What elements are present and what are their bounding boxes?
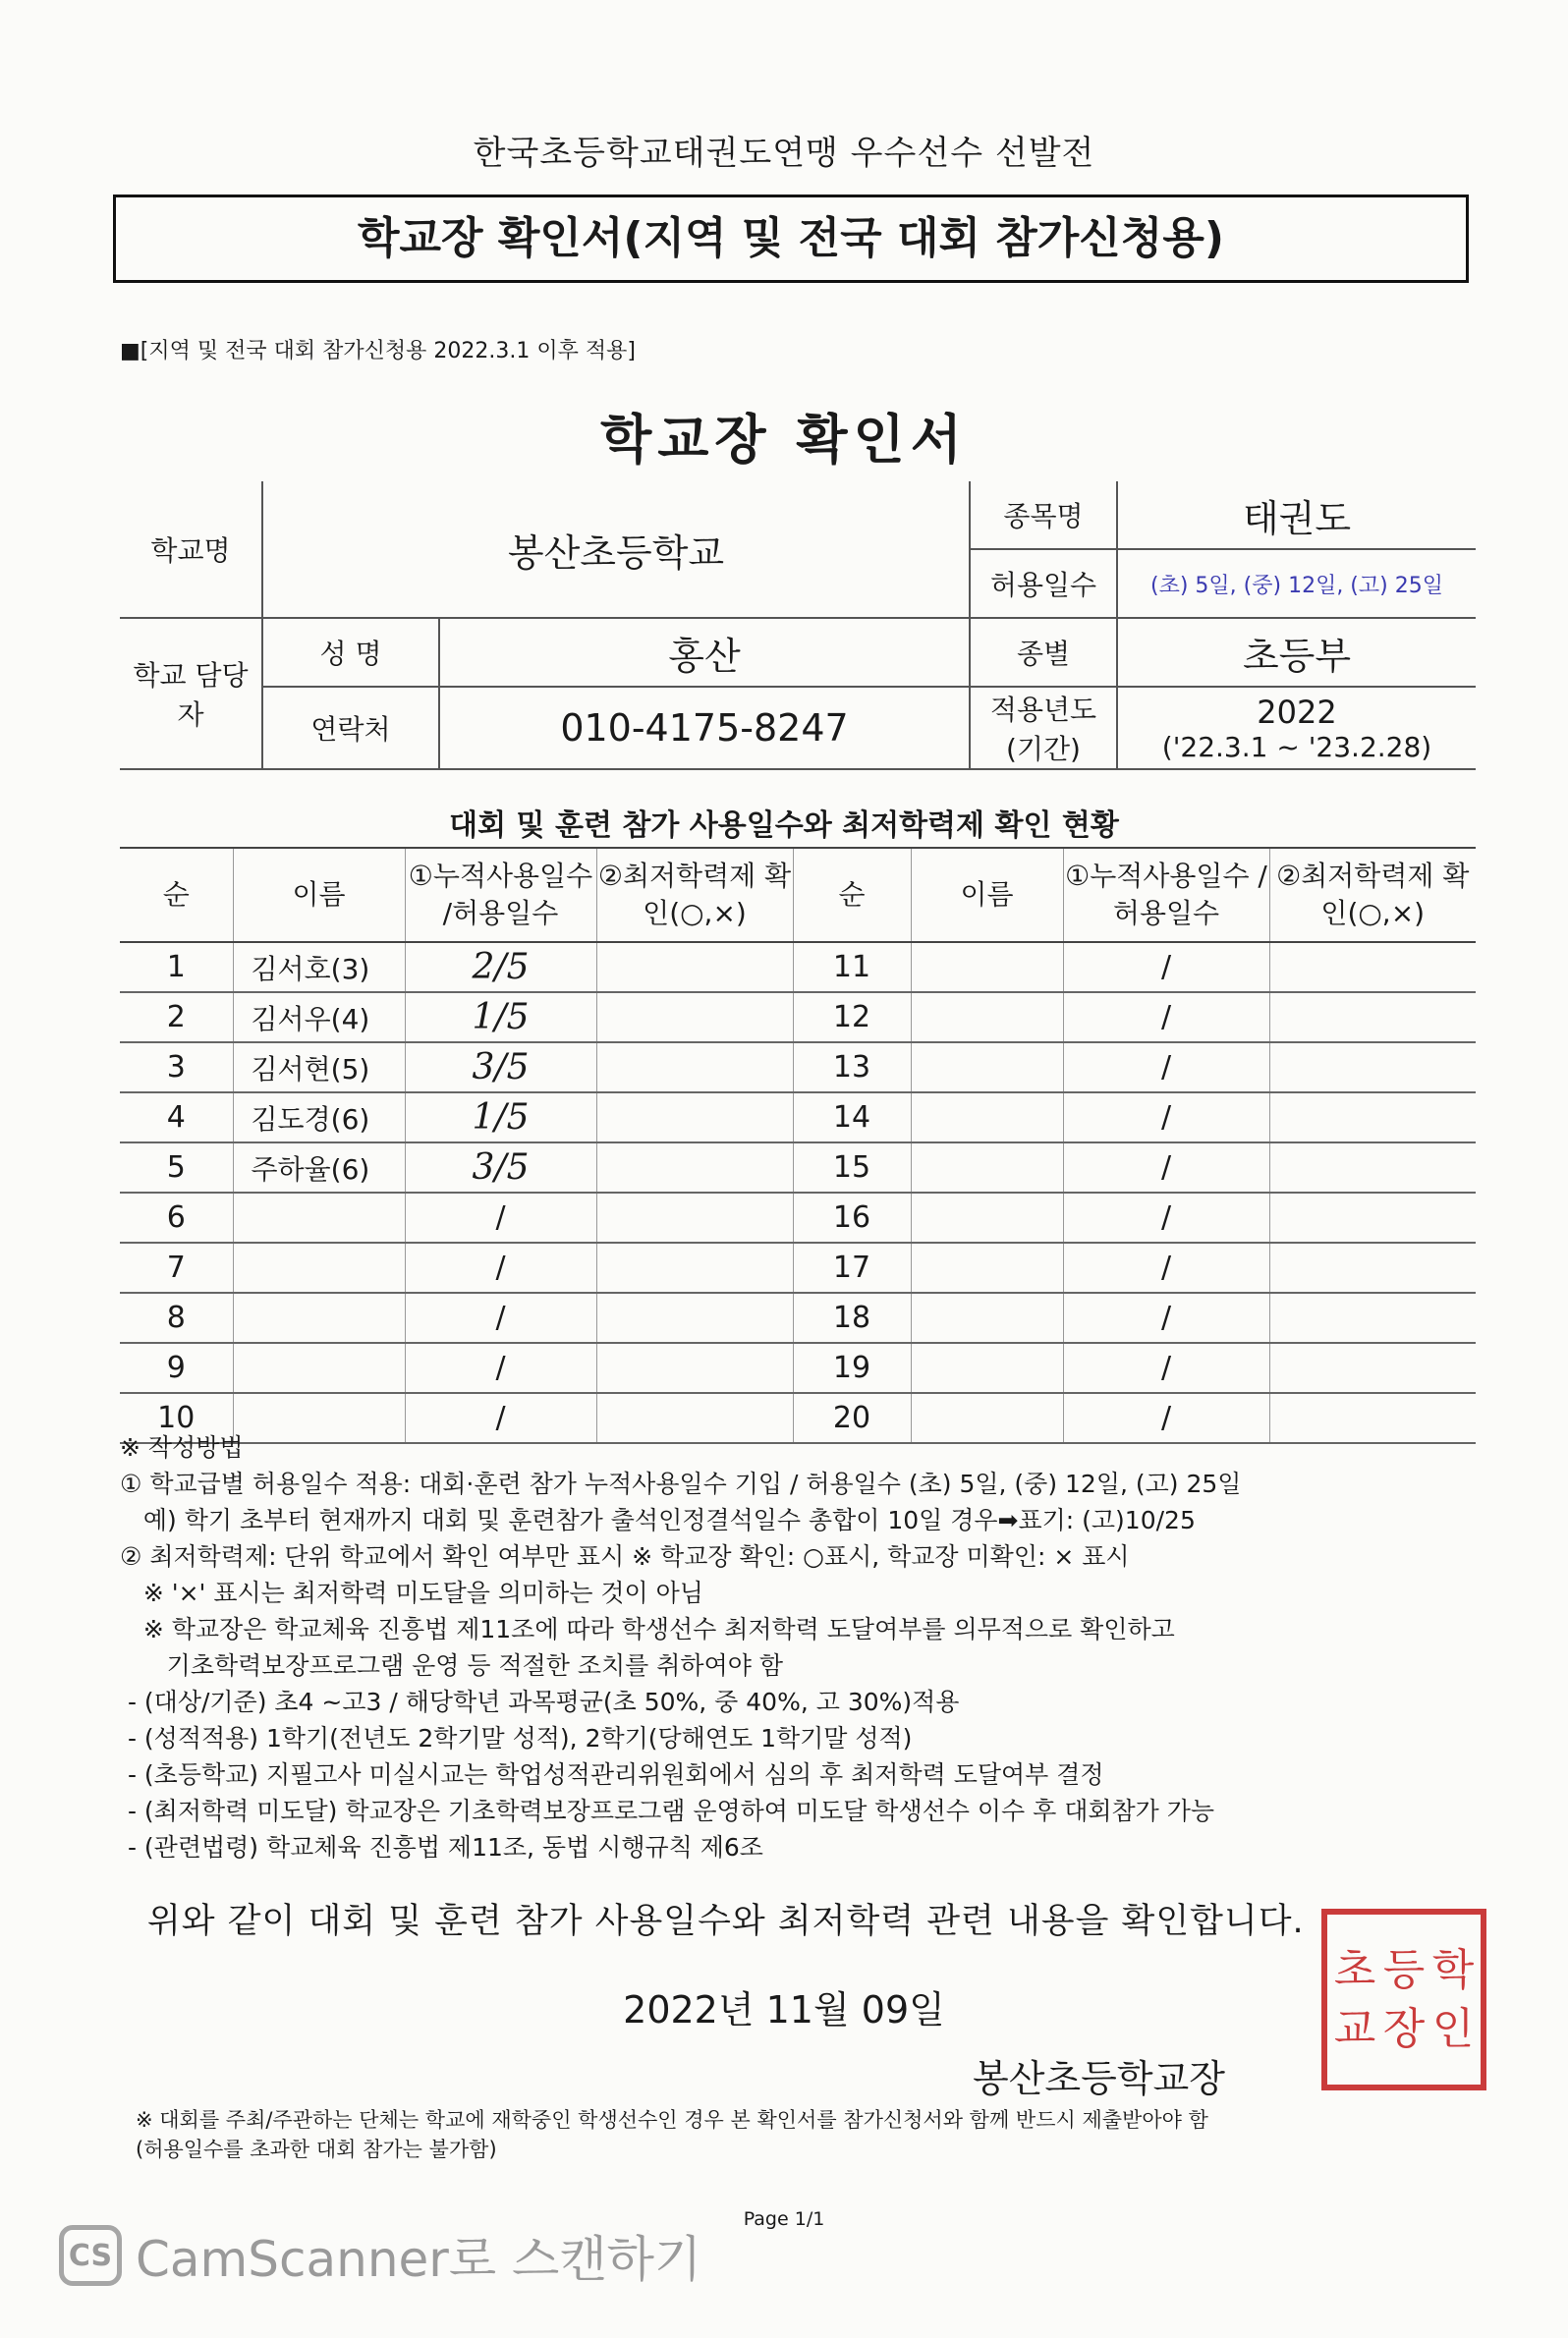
cell-name — [911, 942, 1063, 992]
cell-check — [596, 1042, 793, 1092]
cell-no: 4 — [120, 1092, 233, 1142]
instruction-line: ② 최저학력제: 단위 학교에서 확인 여부만 표시 ※ 학교장 확인: ○표시, 학교장 미확인: × 표시 — [120, 1542, 1130, 1571]
table-row — [120, 1193, 1476, 1243]
cell-no: 13 — [793, 1042, 911, 1092]
seal-character: 장 — [1382, 2003, 1426, 2054]
cell-no: 1 — [120, 942, 233, 992]
cell-no: 12 — [793, 992, 911, 1042]
cell-days: 1/5 — [405, 992, 596, 1042]
form-box-title: 학교장 확인서(지역 및 전국 대회 참가신청용) — [113, 195, 1469, 283]
cell-check — [1269, 992, 1476, 1042]
year-cell — [1117, 687, 1476, 769]
year-label: 적용년도 (기간) — [970, 687, 1117, 769]
cell-check — [1269, 1293, 1476, 1343]
cell-days: / — [1063, 1092, 1269, 1142]
cell-no: 7 — [120, 1243, 233, 1293]
cell-name — [233, 1293, 405, 1343]
page-number: Page 1/1 — [743, 2208, 825, 2230]
cell-check — [596, 1193, 793, 1243]
cell-days: 3/5 — [405, 1042, 596, 1092]
instructions — [120, 1429, 1495, 1865]
cell-days: / — [405, 1343, 596, 1393]
cell-no: 16 — [793, 1193, 911, 1243]
seal-character: 등 — [1382, 1944, 1426, 1995]
col-days-right: ①누적사용일수 /허용일수 — [1063, 848, 1269, 942]
cell-check — [596, 1092, 793, 1142]
instruction-line: - (성적적용) 1학기(전년도 2학기말 성적), 2학기(당해연도 1학기말 성적) — [120, 1724, 913, 1753]
table-row — [120, 1142, 1476, 1193]
col-name-right: 이름 — [911, 848, 1063, 942]
cell-name — [911, 1142, 1063, 1193]
col-name: 이름 — [233, 848, 405, 942]
footnote — [136, 2105, 1208, 2164]
cell-days: 1/5 — [405, 1092, 596, 1142]
cell-name — [911, 1042, 1063, 1092]
cell-name: 김서호(3) — [233, 942, 405, 992]
cell-days: / — [1063, 1293, 1269, 1343]
cell-no: 5 — [120, 1142, 233, 1193]
cell-days: / — [1063, 1193, 1269, 1243]
table-row — [120, 1092, 1476, 1142]
col-no-right: 순 — [793, 848, 911, 942]
cell-name: 김서우(4) — [233, 992, 405, 1042]
cell-check — [1269, 1142, 1476, 1193]
sport-value: 태권도 — [1117, 481, 1476, 549]
cell-no: 10 — [120, 1393, 233, 1443]
cell-days: 3/5 — [405, 1142, 596, 1193]
cell-days: / — [1063, 992, 1269, 1042]
year-value: 2022 — [1257, 693, 1337, 731]
cell-check — [1269, 1243, 1476, 1293]
contact-label: 연락처 — [262, 687, 439, 769]
division-value: 초등부 — [1117, 618, 1476, 687]
instruction-line: - (관련법령) 학교체육 진흥법 제11조, 동법 시행규칙 제6조 — [120, 1833, 763, 1862]
camscanner-logo-icon: CS — [59, 2225, 122, 2286]
col-check-right: ②최저학력제 확인(○,×) — [1269, 848, 1476, 942]
seal-character: 학 — [1431, 1944, 1475, 1995]
cell-name — [911, 1092, 1063, 1142]
instruction-line: ※ 작성방법 — [120, 1433, 244, 1462]
cell-name — [911, 1343, 1063, 1393]
cell-no: 11 — [793, 942, 911, 992]
cell-days: / — [1063, 1343, 1269, 1393]
allowed-days-value: (초) 5일, (중) 12일, (고) 25일 — [1117, 549, 1476, 618]
school-label: 학교명 — [120, 481, 262, 618]
cell-name — [911, 1193, 1063, 1243]
cell-name — [233, 1343, 405, 1393]
cell-check — [1269, 1193, 1476, 1243]
instruction-line: ※ '×' 표시는 최저학력 미도달을 의미하는 것이 아님 — [120, 1579, 703, 1607]
cell-name: 김서현(5) — [233, 1042, 405, 1092]
table-row — [120, 1042, 1476, 1092]
cell-days: / — [405, 1193, 596, 1243]
cell-check — [596, 992, 793, 1042]
cell-no: 18 — [793, 1293, 911, 1343]
organization-title: 한국초등학교태권도연맹 우수선수 선발전 — [473, 134, 1095, 173]
table-row — [120, 1343, 1476, 1393]
cell-check — [1269, 1343, 1476, 1393]
camscanner-watermark — [59, 2220, 701, 2291]
issue-date: 2022년 11월 09일 — [623, 1988, 945, 2032]
cell-name — [911, 1293, 1063, 1343]
cell-check — [596, 1142, 793, 1193]
cell-name: 김도경(6) — [233, 1092, 405, 1142]
seal-character: 초 — [1333, 1944, 1376, 1995]
footnote-line-2: (허용일수를 초과한 대회 참가는 불가함) — [136, 2138, 497, 2161]
cell-days: / — [405, 1243, 596, 1293]
cell-name — [911, 992, 1063, 1042]
instruction-line: 기초학력보장프로그램 운영 등 적절한 조치를 취하여야 함 — [120, 1651, 783, 1680]
col-check: ②최저학력제 확인(○,×) — [596, 848, 793, 942]
cell-name — [233, 1193, 405, 1243]
cell-days: 2/5 — [405, 942, 596, 992]
instruction-line: ① 학교급별 허용일수 적용: 대회·훈련 참가 누적사용일수 기입 / 허용일수 (초) 5일, (중) 12일, (고) 25일 — [120, 1470, 1242, 1498]
cell-check — [1269, 1042, 1476, 1092]
school-value: 봉산초등학교 — [262, 481, 970, 618]
seal-character: 교 — [1333, 2003, 1376, 2054]
cell-days: / — [1063, 942, 1269, 992]
confirmation-statement: 위와 같이 대회 및 훈련 참가 사용일수와 최저학력 관련 내용을 확인합니다. — [147, 1902, 1305, 1941]
instruction-line: 예) 학기 초부터 현재까지 대회 및 훈련참가 출석인정결석일수 총합이 10일 경우➡표기: (고)10/25 — [120, 1506, 1196, 1534]
footnote-line-1: ※ 대회를 주최/주관하는 단체는 학교에 재학중인 학생선수인 경우 본 확인서를 참가신청서와 함께 반드시 제출받아야 함 — [136, 2108, 1208, 2132]
cell-name — [233, 1243, 405, 1293]
instruction-line: - (초등학교) 지필고사 미실시교는 학업성적관리위원회에서 심의 후 최저학력 도달여부 결정 — [120, 1760, 1104, 1789]
staff-label: 학교 담당자 — [120, 618, 262, 769]
cell-no: 3 — [120, 1042, 233, 1092]
table-row — [120, 1293, 1476, 1343]
cell-days: / — [1063, 1142, 1269, 1193]
seal-character: 인 — [1431, 2003, 1475, 2054]
watermark-text: CamScanner로 스캔하기 — [136, 2231, 702, 2288]
cell-days: / — [1063, 1393, 1269, 1443]
cell-check — [596, 1243, 793, 1293]
contact-value: 010-4175-8247 — [439, 687, 970, 769]
cell-no: 2 — [120, 992, 233, 1042]
applicability-notice: ■[지역 및 전국 대회 참가신청용 2022.3.1 이후 적용] — [120, 339, 636, 363]
cell-days: / — [405, 1293, 596, 1343]
division-label: 종별 — [970, 618, 1117, 687]
instruction-line: - (대상/기준) 초4 ~고3 / 해당학년 과목평균(초 50%, 중 40%, 고 30%)적용 — [120, 1688, 960, 1716]
name-value: 홍산 — [439, 618, 970, 687]
cell-no: 14 — [793, 1092, 911, 1142]
table-row — [120, 992, 1476, 1042]
cell-no: 20 — [793, 1393, 911, 1443]
cell-name: 주하율(6) — [233, 1142, 405, 1193]
cell-days: / — [1063, 1243, 1269, 1293]
col-no: 순 — [120, 848, 233, 942]
principal-seal-stamp — [1321, 1909, 1486, 2090]
allowed-days-label: 허용일수 — [970, 549, 1117, 618]
cell-check — [596, 1343, 793, 1393]
principal-signature: 봉산초등학교장 — [973, 2057, 1225, 2100]
instruction-line: ※ 학교장은 학교체육 진흥법 제11조에 따라 학생선수 최저학력 도달여부를 의무적으로 확인하고 — [120, 1615, 1175, 1643]
table-header-row — [120, 848, 1476, 942]
cell-check — [596, 1293, 793, 1343]
cell-no: 9 — [120, 1343, 233, 1393]
sport-label: 종목명 — [970, 481, 1117, 549]
cell-no: 6 — [120, 1193, 233, 1243]
document-title: 학교장 확인서 — [600, 409, 968, 471]
name-label: 성 명 — [262, 618, 439, 687]
usage-table — [120, 847, 1476, 1444]
cell-check — [1269, 1092, 1476, 1142]
col-days: ①누적사용일수 /허용일수 — [405, 848, 596, 942]
cell-no: 8 — [120, 1293, 233, 1343]
cell-days: / — [1063, 1042, 1269, 1092]
table-row — [120, 1243, 1476, 1293]
cell-check — [1269, 942, 1476, 992]
section-title: 대회 및 훈련 참가 사용일수와 최저학력제 확인 현황 — [449, 808, 1119, 843]
cell-name — [911, 1243, 1063, 1293]
cell-no: 19 — [793, 1343, 911, 1393]
period-value: ('22.3.1 ~ '23.2.28) — [1161, 730, 1432, 763]
table-row — [120, 942, 1476, 992]
cell-no: 15 — [793, 1142, 911, 1193]
cell-days: / — [405, 1393, 596, 1443]
instruction-line: - (최저학력 미도달) 학교장은 기초학력보장프로그램 운영하여 미도달 학생선수 이수 후 대회참가 가능 — [120, 1797, 1215, 1825]
cell-check — [596, 942, 793, 992]
cell-no: 17 — [793, 1243, 911, 1293]
school-info-table — [120, 481, 1476, 770]
